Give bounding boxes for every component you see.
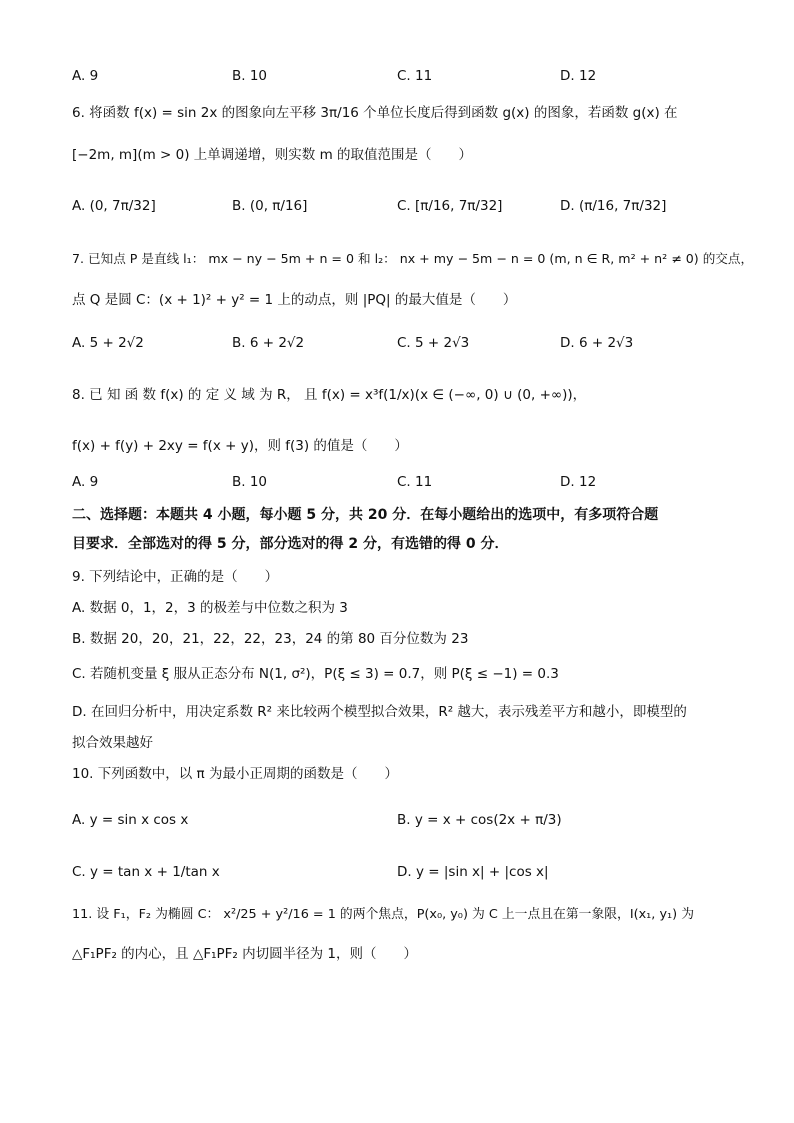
q9-option-d-line2: 拟合效果越好 — [72, 735, 153, 751]
q6-stem-line1: 6. 将函数 f(x) = sin 2x 的图象向左平移 3π/16 个单位长度后得到函数 g(x) 的图象，若函数 g(x) 在 — [72, 105, 678, 121]
q10-option-d: D. y = |sin x| + |cos x| — [397, 864, 549, 880]
q10-option-a: A. y = sin x cos x — [72, 812, 189, 828]
q8-stem-line1: 8. 已 知 函 数 f(x) 的 定 义 域 为 R， 且 f(x) = x³f(1/x)(x ∈ (−∞, 0) ∪ (0, +∞))， — [72, 387, 587, 403]
section2-heading-line2: 目要求．全部选对的得 5 分，部分选对的得 2 分，有选错的得 0 分． — [72, 536, 509, 552]
q7-option-d: D. 6 + 2√3 — [560, 335, 634, 351]
section2-heading-line1: 二、选择题：本题共 4 小题，每小题 5 分，共 20 分．在每小题给出的选项中，有多项符合题 — [72, 507, 659, 523]
q6-option-b: B. (0, π/16] — [232, 198, 308, 214]
option-c: C. 11 — [397, 68, 433, 84]
q7-option-c: C. 5 + 2√3 — [397, 335, 470, 351]
option-a: A. 9 — [72, 68, 99, 84]
q11-stem-line1: 11. 设 F₁，F₂ 为椭圆 C： x²/25 + y²/16 = 1 的两个焦点，P(x₀, y₀) 为 C 上一点且在第一象限，I(x₁, y₁) 为 — [72, 907, 695, 922]
q6-option-a: A. (0, 7π/32] — [72, 198, 156, 214]
q10-option-b: B. y = x + cos(2x + π/3) — [397, 812, 562, 828]
q7-stem-line1: 7. 已知点 P 是直线 l₁： mx − ny − 5m + n = 0 和 l₂： nx + my − 5m − n = 0 (m, n ∈ R, m² + n² ≠ 0) 的交点， — [72, 251, 754, 266]
q7-option-a: A. 5 + 2√2 — [72, 335, 144, 351]
q8-option-d: D. 12 — [560, 474, 597, 490]
q7-option-b: B. 6 + 2√2 — [232, 335, 305, 351]
q7-stem-line2: 点 Q 是圆 C：(x + 1)² + y² = 1 上的动点，则 |PQ| 的最大值是（ ） — [72, 292, 517, 308]
q8-option-c: C. 11 — [397, 474, 433, 490]
q10-option-c: C. y = tan x + 1/tan x — [72, 864, 220, 880]
q9-option-b: B. 数据 20，20，21，22，22，23，24 的第 80 百分位数为 23 — [72, 631, 469, 647]
q8-option-a: A. 9 — [72, 474, 99, 490]
q9-option-a: A. 数据 0，1，2，3 的极差与中位数之积为 3 — [72, 600, 348, 616]
q6-option-c: C. [π/16, 7π/32] — [397, 198, 503, 214]
q9-stem: 9. 下列结论中，正确的是（ ） — [72, 569, 279, 585]
q8-stem-line2: f(x) + f(y) + 2xy = f(x + y)，则 f(3) 的值是（ ） — [72, 438, 408, 454]
option-d: D. 12 — [560, 68, 597, 84]
q6-option-d: D. (π/16, 7π/32] — [560, 198, 667, 214]
q9-option-c: C. 若随机变量 ξ 服从正态分布 N(1, σ²)，P(ξ ≤ 3) = 0.7，则 P(ξ ≤ −1) = 0.3 — [72, 666, 559, 682]
option-b: B. 10 — [232, 68, 268, 84]
q9-option-d-line1: D. 在回归分析中，用决定系数 R² 来比较两个模型拟合效果，R² 越大，表示残差平方和越小，即模型的 — [72, 704, 687, 720]
q11-stem-line2: △F₁PF₂ 的内心，且 △F₁PF₂ 内切圆半径为 1，则（ ） — [72, 946, 418, 962]
q10-stem: 10. 下列函数中，以 π 为最小正周期的函数是（ ） — [72, 766, 398, 782]
q8-option-b: B. 10 — [232, 474, 268, 490]
q6-stem-line2: [−2m, m](m > 0) 上单调递增，则实数 m 的取值范围是（ ） — [72, 147, 473, 163]
